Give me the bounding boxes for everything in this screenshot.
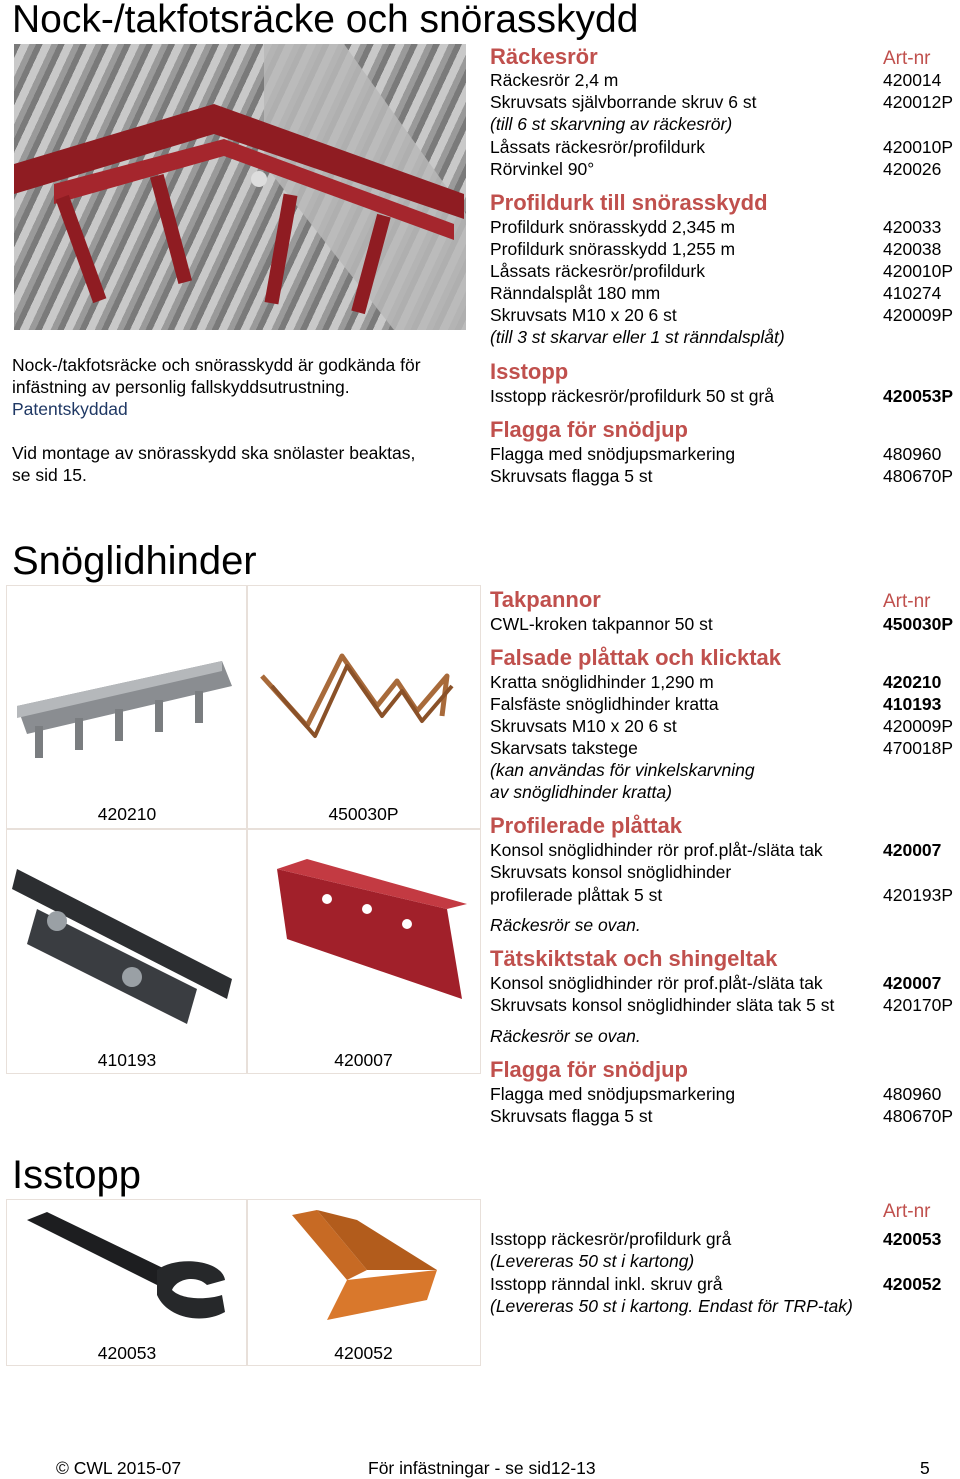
product-cell-410193 [6, 828, 248, 1074]
section-title-takpannor: Takpannor [490, 587, 601, 612]
list-item-note: (till 6 st skarvning av räckesrör) [490, 114, 733, 134]
section-title-falsade: Falsade plåttak och klicktak [490, 645, 782, 670]
product-cell-420052 [246, 1199, 481, 1366]
list-item: Räckesrör 2,4 m 420014 [490, 70, 942, 90]
list-item: Låssats räckesrör/profildurk 420010P [490, 137, 954, 157]
caption-420210: 420210 [97, 804, 157, 824]
list-item: Kratta snöglidhinder 1,290 m 420210 [490, 672, 942, 692]
list-item: Ränndalsplåt 180 mm 410274 [490, 283, 942, 303]
konsol-image [247, 849, 477, 1039]
note-line-5: se sid 15. [12, 465, 87, 485]
approval-note [12, 354, 472, 486]
section-title-isstopp: Isstopp [490, 359, 569, 384]
page-title: Nock-/takfotsräcke och snörasskydd [12, 0, 639, 41]
list-item: Skruvsats flagga 5 st 480670P [490, 1106, 954, 1126]
section-title-rackesror: Räckesrör [490, 44, 598, 69]
list-item: profilerade plåttak 5 st 420193P [490, 885, 954, 905]
caption-450030P: 450030P [328, 804, 399, 824]
list-item: CWL-kroken takpannor 50 st 450030P [490, 614, 954, 634]
section-heading-isstopp: Isstopp [12, 1153, 141, 1197]
product-cell-420053 [6, 1199, 248, 1366]
list-item: Skruvsats självborrande skruv 6 st 420012P [490, 92, 954, 112]
falsfaste-image [7, 849, 247, 1039]
list-item: Konsol snöglidhinder rör prof.plåt-/släta tak 420007 [490, 840, 942, 860]
list-item-note: (kan användas för vinkelskarvning [490, 760, 755, 780]
product-cell-420007 [246, 828, 481, 1074]
list-item: Skruvsats flagga 5 st 480670P [490, 466, 954, 486]
section-title-profilerade: Profilerade plåttak [490, 813, 682, 838]
note-line-4: Vid montage av snörasskydd ska snölaster beaktas, [12, 443, 416, 463]
caption-420007: 420007 [334, 1050, 393, 1070]
list-item: Flagga med snödjupsmarkering 480960 [490, 1084, 942, 1104]
list-item: Skruvsats konsol snöglidhinder [490, 862, 732, 882]
product-cell-420210 [6, 585, 248, 830]
footer-copyright: © CWL 2015-07 [56, 1458, 182, 1478]
list-item: Isstopp räckesrör/profildurk 50 st grå 420053P [490, 386, 954, 406]
list-item: Flagga med snödjupsmarkering 480960 [490, 444, 942, 464]
caption-420052: 420052 [334, 1343, 393, 1363]
artnr-header: Art-nr [883, 48, 931, 69]
list-item: Skarvsats takstege 470018P [490, 738, 954, 758]
list-item: Konsol snöglidhinder rör prof.plåt-/släta tak 420007 [490, 973, 942, 993]
railing-photo [14, 44, 466, 330]
caption-410193: 410193 [97, 1050, 157, 1070]
section-title-flagga: Flagga för snödjup [490, 417, 688, 442]
section-title-tatskikt: Tätskiktstak och shingeltak [490, 946, 778, 971]
artnr-header: Art-nr [883, 591, 931, 612]
list-item: Rörvinkel 90° 420026 [490, 159, 942, 179]
note-line-1: Nock-/takfotsräcke och snörasskydd är godkända för [12, 355, 421, 375]
artnr-header: Art-nr [883, 1201, 931, 1222]
isstopp-orange-image [247, 1200, 477, 1340]
list-item-note: av snöglidhinder kratta) [490, 782, 672, 802]
list-item: Skruvsats M10 x 20 6 st 420009P [490, 716, 954, 736]
list-item-note: (Levereras 50 st i kartong. Endast för TRP-tak) [490, 1296, 853, 1316]
list-item: Profildurk snörasskydd 1,255 m 420038 [490, 239, 942, 259]
list-item-note: (till 3 st skarvar eller 1 st ränndalsplåt) [490, 327, 785, 347]
list-item: Skruvsats konsol snöglidhinder släta tak 5 st 420170P [490, 995, 954, 1015]
tatskikt-note: Räckesrör se ovan. [490, 1026, 641, 1046]
section-title-flagga-2: Flagga för snödjup [490, 1057, 688, 1082]
list-item-note: (Levereras 50 st i kartong) [490, 1251, 695, 1271]
page-number: 5 [920, 1458, 930, 1478]
caption-420053: 420053 [97, 1343, 157, 1363]
isstopp-grey-image [7, 1200, 247, 1340]
list-item: Isstopp ränndal inkl. skruv grå 420052 [490, 1274, 942, 1294]
section-heading-snoglidhinder: Snöglidhinder [12, 539, 257, 583]
list-item: Isstopp räckesrör/profildurk grå 420053 [490, 1229, 942, 1249]
list-item: Falsfäste snöglidhinder kratta 410193 [490, 694, 942, 714]
footer-reference: För infästningar - se sid12-13 [368, 1458, 596, 1478]
cwl-hook-image [247, 636, 477, 786]
profilerade-note: Räckesrör se ovan. [490, 915, 641, 935]
patent-note: Patentskyddad [12, 399, 128, 419]
list-item: Profildurk snörasskydd 2,345 m 420033 [490, 217, 942, 237]
section-title-profildurk: Profildurk till snörasskydd [490, 190, 768, 215]
note-line-2: infästning av personlig fallskyddsutrustning. [12, 377, 350, 397]
list-item: Skruvsats M10 x 20 6 st 420009P [490, 305, 954, 325]
list-item: Låssats räckesrör/profildurk 420010P [490, 261, 954, 281]
product-cell-450030P [246, 585, 481, 830]
kratta-image [7, 626, 247, 826]
